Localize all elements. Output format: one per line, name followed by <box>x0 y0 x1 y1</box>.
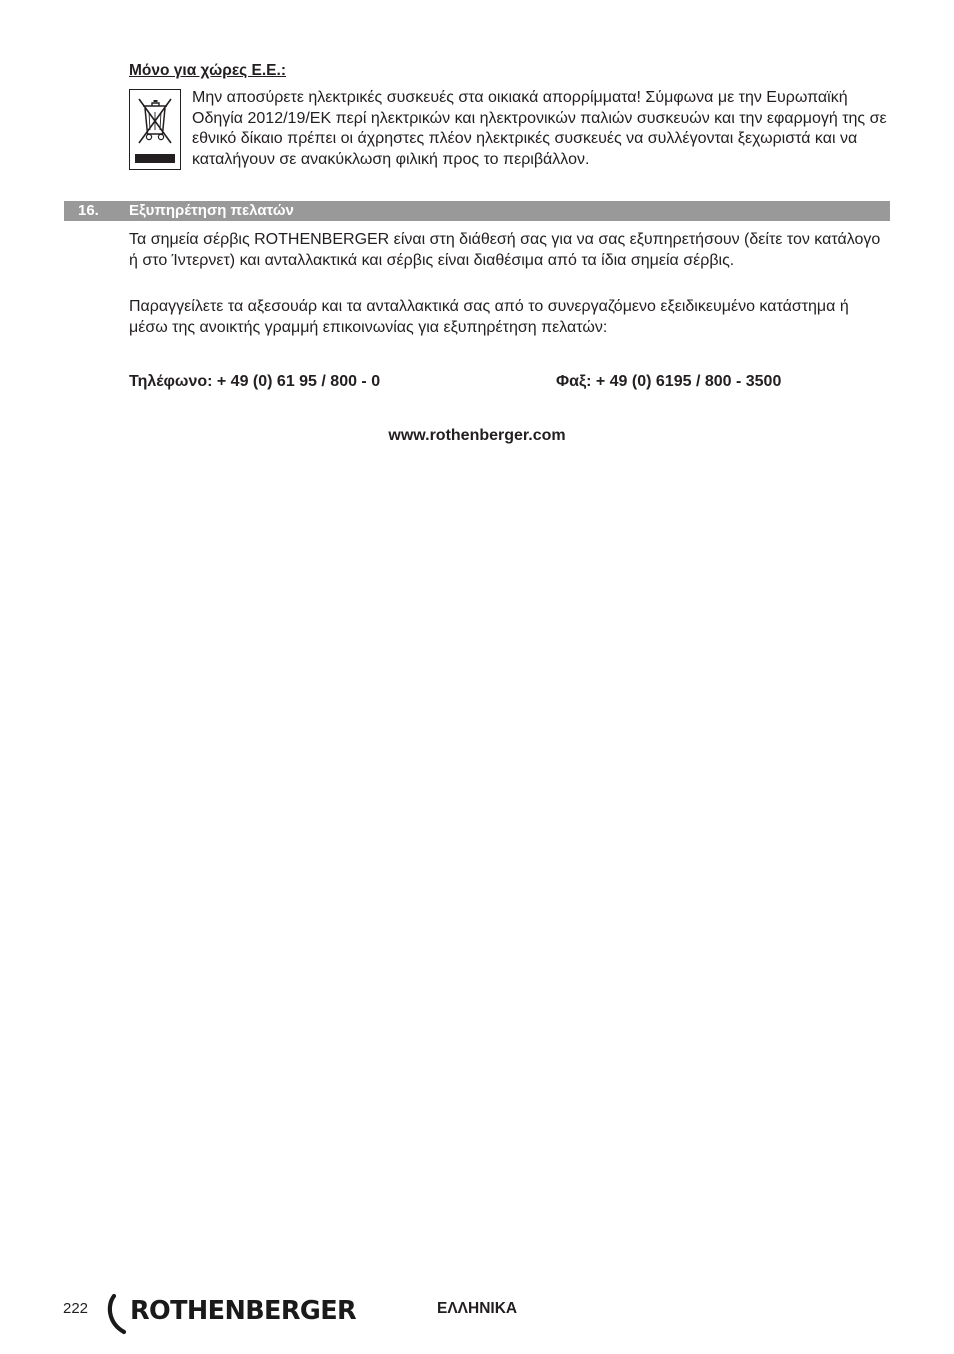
logo-wordmark: ROTHENBERGER <box>130 1296 357 1326</box>
section-header-customer-service <box>64 201 890 221</box>
crossed-out-wheelie-bin-icon <box>129 89 181 170</box>
rothenberger-logo <box>104 1293 357 1335</box>
phone-number: Τηλέφωνο: + 49 (0) 61 95 / 800 - 0 <box>129 373 381 390</box>
fax-number: Φαξ: + 49 (0) 6195 / 800 - 3500 <box>556 373 782 390</box>
page-number: 222 <box>63 1300 89 1317</box>
ordering-paragraph: Παραγγείλετε τα αξεσουάρ και τα ανταλλακτικά σας από το συνεργαζόμενο εξειδικευμένο κατάστημα ή μέσω της ανοικτής γραμμή επικοινωνίας για εξυπηρέτηση πελατών: <box>129 298 849 336</box>
eu-notice-heading: Μόνο για χώρες Ε.Ε.: <box>129 62 286 79</box>
service-points-paragraph: Τα σημεία σέρβις ROTHENBERGER είναι στη διάθεσή σας για να σας εξυπηρετήσουν (δείτε τον κατάλογο ή στο Ίντερνετ) και ανταλλακτικά και σέρβις είναι διαθέσιμα από τα ίδια σημεία σέρβις. <box>129 231 881 269</box>
section-title: Εξυπηρέτηση πελατών <box>129 202 294 219</box>
eu-disposal-notice: Μην αποσύρετε ηλεκτρικές συσκευές στα οικιακά απορρίμματα! Σύμφωνα με την Ευρωπαϊκή Οδηγία 2012/19/ΕΚ περί ηλεκτρικών και ηλεκτρονικών παλιών συσκευών και την εφαρμογή της σε εθνικό δίκαιο πρέπει οι άχρηστες πλέον ηλεκτρικές συσκευές να συλλέγονται ξεχωριστά και να καταλήγουν σε ανακύκλωση φιλική προς το περιβάλλον. <box>192 89 887 168</box>
section-number: 16. <box>78 202 99 219</box>
language-label: ΕΛΛΗΝΙΚΑ <box>437 1300 518 1317</box>
website-link[interactable]: www.rothenberger.com <box>388 427 566 444</box>
